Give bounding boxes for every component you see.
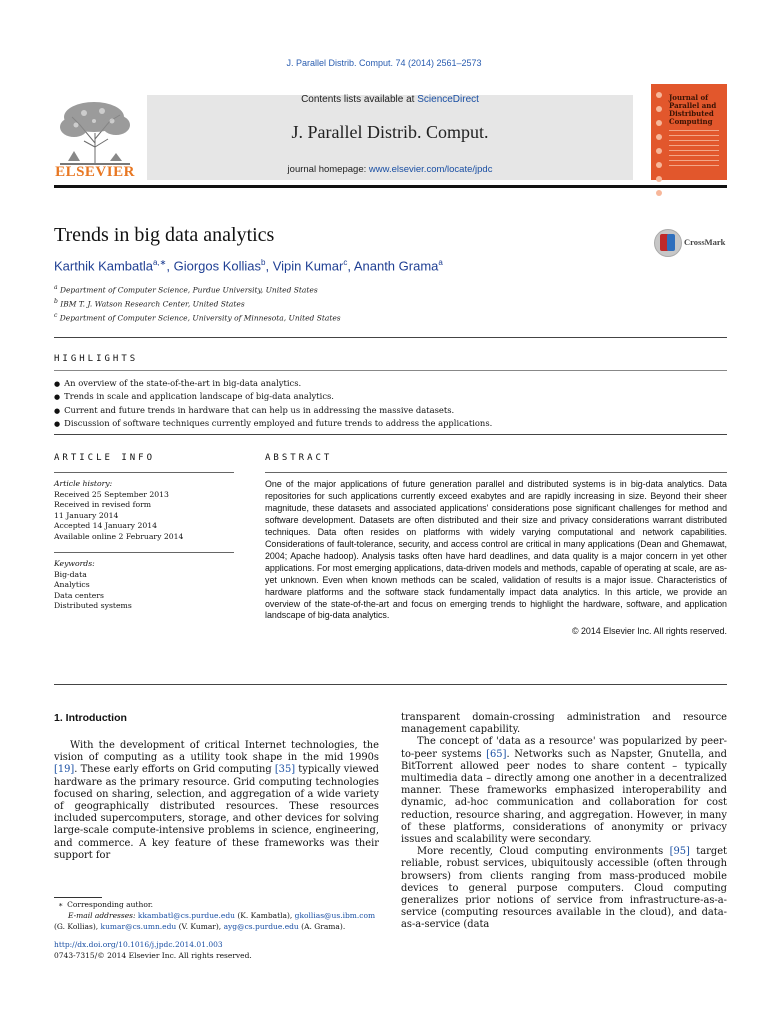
history-line: 11 January 2014	[54, 510, 119, 520]
journal-homepage	[147, 164, 633, 175]
email-label: E-mail addresses:	[68, 911, 136, 920]
citation-link[interactable]: [19]	[54, 764, 75, 776]
author-affil-mark[interactable]: c	[343, 258, 348, 267]
body-text: target reliable, robust services, ubiquitously accessible (often through browsers) from clients ranging from mass-produced mobile devices to general purpose computers. Cloud computing generalizes prior notions of service from infrastructure-as-a-service (computing resources available in the cloud), and data-as-a-service (data	[401, 846, 727, 931]
abstract-text: One of the major applications of future generation parallel and distributed systems is in big-data analytics. Data repositories for such applications currently exceed exabytes and are rapidly increasing in size. Beyond their sheer magnitude, these datasets and associated applications' considerations pose significant challenges for method and software development. Datasets are often distributed and their size and privacy considerations warrant distributed techniques. Data often resides on platforms with widely varying computational and network capabilities. Considerations of fault-tolerance, security, and access control are critical in many applications (Dean and Ghemawat, 2004; Apache hadoop). Analysis tasks often have hard deadlines, and data quality is a major concern in yet other applications. For most emerging applications, data-driven models and methods, capable of operating at scale, are as-yet unknown. Even when known methods can be scaled, validation of results is a major issue. Characteristics of hardware platforms and the software stack fundamentally impact data analytics. In this article, we provide an overview of the state-of-the-art and focus on emerging trends to highlight the hardware, software, and application landscape of big-data analytics.	[265, 479, 727, 621]
citation-link[interactable]: [35]	[274, 764, 296, 776]
affiliation-text: Department of Computer Science, University of Minnesota, United States	[59, 313, 341, 323]
contents-line	[147, 94, 633, 105]
history-line: Received in revised form	[54, 500, 152, 510]
body-column-right	[401, 712, 727, 932]
keyword: Distributed systems	[54, 601, 132, 611]
publisher-wordmark: ELSEVIER	[55, 164, 135, 180]
keyword: Analytics	[54, 580, 90, 590]
crossmark-label: CrossMark	[684, 237, 726, 247]
body-paragraph	[54, 740, 379, 862]
front-matter-bottom-rule	[54, 684, 727, 685]
email-link[interactable]: gkollias@us.ibm.com	[294, 911, 376, 920]
affiliation-mark: a	[54, 284, 58, 291]
section-heading-introduction: 1. Introduction	[54, 712, 127, 724]
highlights-list	[54, 377, 727, 430]
highlights-top-rule	[54, 337, 727, 338]
sciencedirect-link[interactable]: ScienceDirect	[417, 94, 479, 105]
keyword: Big-data	[54, 569, 87, 579]
affiliation-mark: b	[54, 298, 58, 305]
affiliation	[54, 312, 341, 323]
article-history	[54, 472, 234, 543]
cover-decoration	[654, 92, 664, 174]
abstract-heading: ABSTRACT	[265, 453, 333, 463]
contents-prefix: Contents lists available at	[301, 94, 418, 105]
email-link[interactable]: kkambatl@cs.purdue.edu	[137, 911, 235, 920]
highlights-rule	[54, 370, 727, 371]
keywords-label: Keywords:	[54, 559, 95, 568]
body-text: More recently, Cloud computing environments	[417, 846, 670, 858]
doi-link[interactable]: http://dx.doi.org/10.1016/j.jpdc.2014.01.003	[54, 940, 223, 949]
abstract-block	[265, 472, 727, 636]
history-line: Available online 2 February 2014	[54, 531, 184, 541]
article-info-heading: ARTICLE INFO	[54, 453, 156, 463]
citation-link[interactable]: [65]	[486, 748, 507, 760]
keywords-block	[54, 552, 234, 612]
journal-citation[interactable]: J. Parallel Distrib. Comput. 74 (2014) 2561–2573	[286, 58, 482, 68]
info-rule	[54, 552, 234, 553]
issn-line: 0743-7315/© 2014 Elsevier Inc. All rights reserved.	[54, 951, 252, 960]
crossmark-icon	[654, 229, 682, 257]
affiliation	[54, 298, 245, 309]
body-text: typically viewed hardware as the primary resource. Grid computing technologies focused on sharing, selection, and aggregation of a wide variety of geographically distributed resources. These resources included supercomputers, storage, and other devices for solving large-scale compute-intensive problems in science, engineering, and commerce. A key feature of these frameworks was their support for	[54, 764, 379, 861]
crossmark-button[interactable]	[654, 229, 768, 259]
cover-title: Journal of Parallel and Distributed Computing	[669, 93, 717, 126]
header-divider	[54, 185, 727, 188]
email-owner: (G. Kollias),	[54, 921, 101, 931]
list-item: ● Trends in scale and application landscape of big-data analytics.	[54, 390, 727, 403]
footnote-mark: ∗	[58, 900, 64, 909]
author-list: Karthik Kambatla$^{a,∗}$, Giorgos Kollias$^b$, Vipin Kumar$^c$, Ananth Grama$^a$	[54, 258, 443, 274]
citation-link[interactable]: [95]	[669, 846, 690, 858]
email-owner: (K. Kambatla),	[234, 911, 295, 920]
author-affil-mark[interactable]: b	[261, 258, 266, 267]
body-paragraph: transparent domain-crossing administration and resource management capability.	[401, 712, 727, 736]
email-owner: (V. Kumar),	[176, 921, 224, 931]
highlights-bottom-rule	[54, 434, 727, 435]
author-name[interactable]: Vipin Kumar	[272, 258, 344, 274]
footnote-emails	[54, 911, 384, 933]
homepage-link[interactable]: www.elsevier.com/locate/jpdc	[368, 164, 493, 175]
footnote-text: Corresponding author.	[67, 900, 153, 909]
email-link[interactable]: kumar@cs.umn.edu	[100, 921, 177, 931]
list-item: ● An overview of the state-of-the-art in big-data analytics.	[54, 377, 727, 390]
author-name[interactable]: Ananth Grama	[353, 258, 439, 274]
body-paragraph	[401, 736, 727, 846]
affiliation-mark: c	[54, 312, 58, 319]
journal-name: J. Parallel Distrib. Comput.	[291, 122, 489, 142]
history-line: Accepted 14 January 2014	[54, 521, 158, 531]
author-name[interactable]: Karthik Kambatla	[54, 258, 153, 274]
homepage-prefix: journal homepage:	[287, 164, 369, 175]
history-line: Received 25 September 2013	[54, 489, 169, 499]
footnote-corresponding	[54, 900, 384, 911]
abstract-rule	[265, 472, 727, 473]
email-link[interactable]: ayg@cs.purdue.edu	[223, 921, 299, 931]
abstract-copyright: © 2014 Elsevier Inc. All rights reserved.	[571, 626, 727, 637]
affiliation	[54, 284, 318, 295]
history-label: Article history:	[54, 479, 113, 488]
body-column-left	[54, 740, 379, 862]
list-item: ● Discussion of software techniques currently employed and future trends to address the applications.	[54, 417, 727, 430]
body-text: . Networks such as Napster, Gnutella, and BitTorrent allowed peer nodes to share content – typically multimedia data – directly among one another in a decentralized manner. These frameworks emphasized interoperability and dynamic, ad-hoc communication and collaboration for cost reduction, resource sharing, and aggregation. However, in many of these platforms, considerations of anonymity or privacy issues and scalability were secondary.	[401, 748, 727, 846]
author-affil-mark[interactable]: a	[438, 258, 443, 267]
article-title: Trends in big data analytics	[54, 224, 275, 246]
body-text: With the development of critical Internet technologies, the vision of computing as a utility took shape in the mid 1990s	[54, 740, 379, 764]
journal-cover-image	[651, 84, 727, 180]
keyword: Data centers	[54, 590, 104, 600]
list-item: ● Current and future trends in hardware that can help us in addressing the massive datasets.	[54, 404, 727, 417]
info-rule	[54, 472, 234, 473]
body-text: The concept of 'data as a resource' was popularized by peer-to-peer systems	[401, 736, 727, 760]
highlights-heading: HIGHLIGHTS	[54, 354, 139, 364]
email-owner: (A. Grama).	[298, 921, 346, 931]
footnote-rule	[54, 897, 102, 898]
cover-contents-lines	[669, 130, 719, 170]
body-text: . These early efforts on Grid computing	[74, 764, 275, 776]
author-affil-mark[interactable]: a,∗	[153, 258, 167, 267]
body-paragraph	[401, 846, 727, 931]
affiliation-text: Department of Computer Science, Purdue University, United States	[59, 285, 318, 295]
author-name[interactable]: Giorgos Kollias	[173, 258, 262, 274]
affiliation-text: IBM T. J. Watson Research Center, United States	[60, 299, 245, 309]
